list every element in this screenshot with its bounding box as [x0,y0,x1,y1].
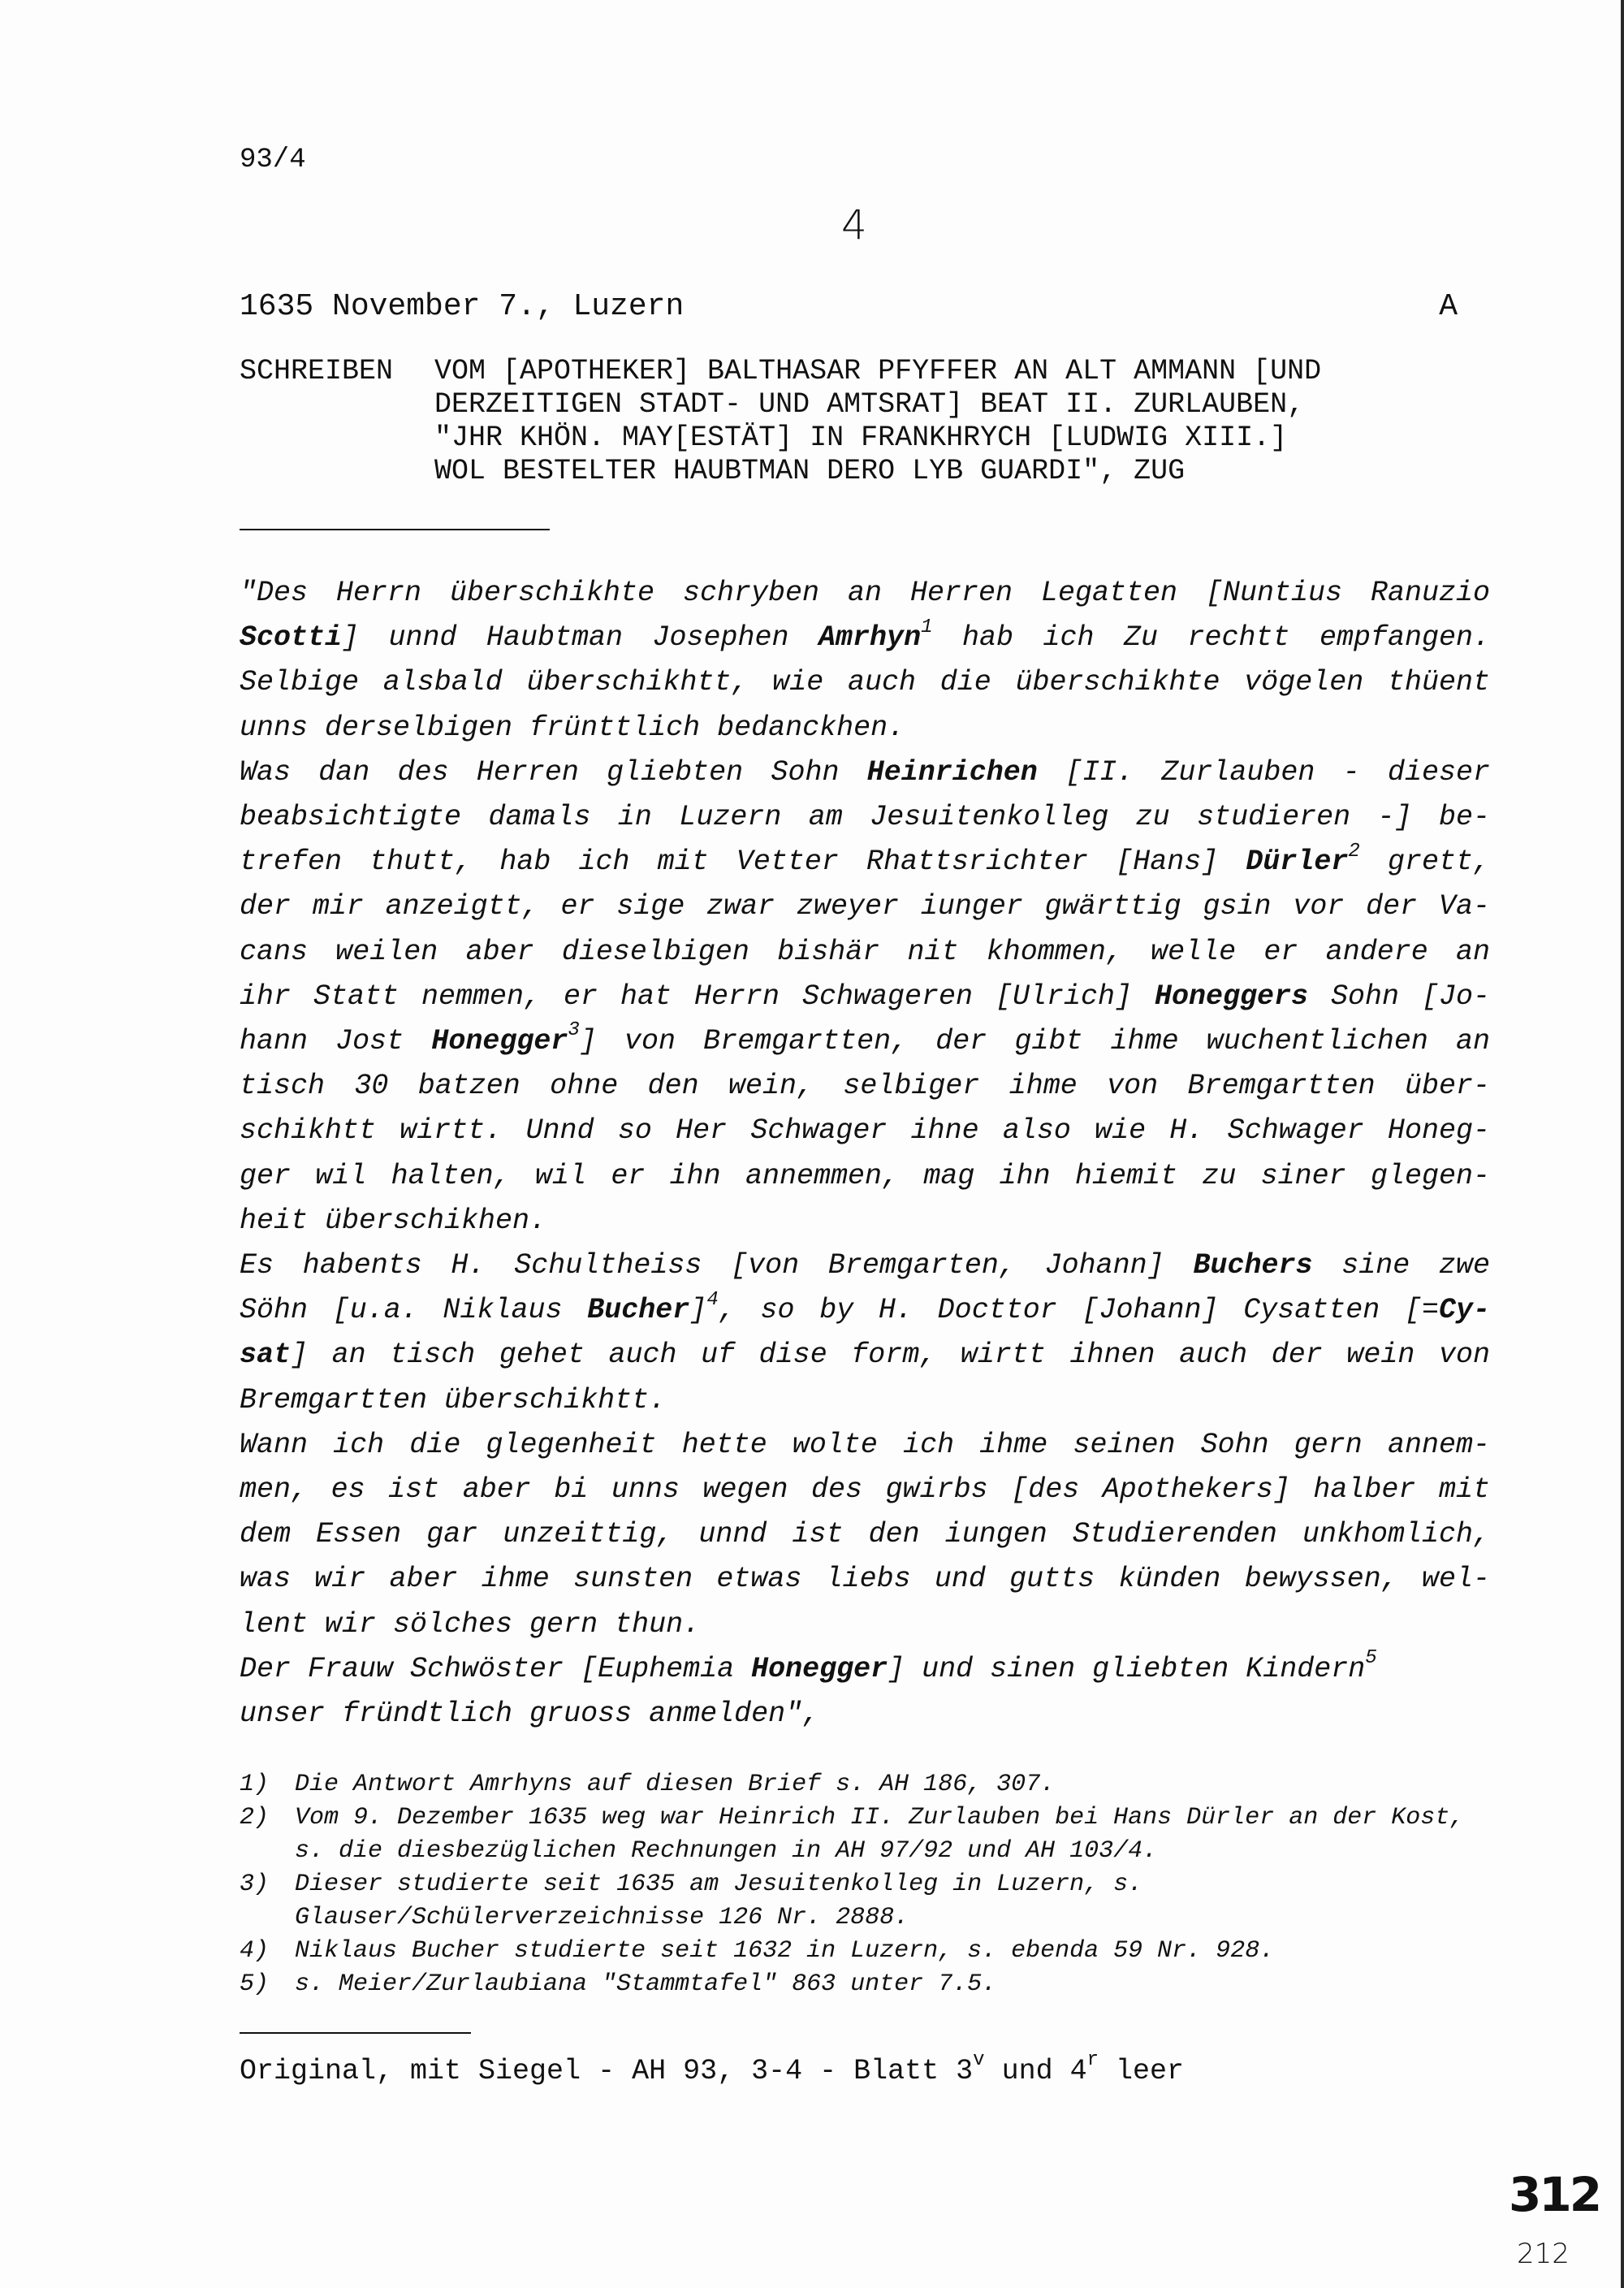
letter-line: "Des Herrn überschikhte schryben an Herren Legatten [Nuntius Ranuzio [240,577,1490,609]
divider [240,529,550,530]
date-place: 1635 November 7., Luzern [240,289,685,324]
letter-line: hann Jost Honegger$^3$] von Bremgartten, der gibt ihme wuchentlichen an [240,1019,1490,1058]
letter-line: dem Essen gar unzeittig, unnd ist den iungen Studierenden unkhomlich, [240,1518,1490,1551]
letter-line: cans weilen aber dieselbigen bishär nit khommen, welle er andere an [240,935,1490,968]
footnote: 2) Vom 9. Dezember 1635 weg war Heinrich II. Zurlauben bei Hans Dürler an der Kost, s. die diesbezüglichen Rechnungen in AH 97/92 und AH 103/4. [240,1804,1465,1865]
footnote: 1) Die Antwort Amrhyns auf diesen Brief s. AH 186, 307. [240,1771,1056,1798]
heading-line-1: VOM [APOTHEKER] BALTHASAR PFYFFER AN ALT AMMANN [UND [434,355,1322,387]
footnote: 4) Niklaus Bucher studierte seit 1632 in Luzern, s. ebenda 59 Nr. 928. [240,1937,1275,1965]
letter-line: tisch 30 batzen ohne den wein, selbiger ihme von Bremgartten über- [240,1070,1490,1103]
handwritten-folio-number-pencil: 212 [1517,2238,1570,2270]
letter-line: Scotti] unnd Haubtman Josephen Amrhyn$^1$ hab ich Zu rechtt empfangen. [240,616,1490,655]
letter-line: schikhtt wirtt. Unnd so Her Schwager ihne also wie H. Schwager Honeg- [240,1114,1490,1148]
date-flag: A [1439,289,1458,324]
letter-line: Was dan des Herren gliebten Sohn Heinrichen [II. Zurlauben - dieser [240,755,1490,789]
heading-line-4: WOL BESTELTER HAUBTMAN DERO LYB GUARDI", ZUG [434,455,1186,487]
letter-line: was wir aber ihme sunsten etwas liebs und gutts künden bewyssen, wel- [240,1563,1490,1596]
handwritten-folio-number: 312 [1509,2167,1600,2222]
heading-line-2: DERZEITIGEN STADT- UND AMTSRAT] BEAT II. ZURLAUBEN, [434,388,1305,421]
letter-line: heit überschikhen. [240,1204,547,1237]
letter-line: ihr Statt nemmen, er hat Herrn Schwageren [Ulrich] Honeggers Sohn [Jo- [240,980,1490,1013]
footnote: 3) Dieser studierte seit 1635 am Jesuitenkolleg in Luzern, s. Glauser/Schülerverzeichnisse 126 Nr. 2888. [240,1871,1143,1931]
letter-line: Wann ich die glegenheit hette wolte ich ihme seinen Sohn gern annem- [240,1428,1490,1461]
letter-line: unser fründtlich gruoss anmelden", [240,1698,820,1731]
date-line [240,289,1458,324]
letter-line: ger wil halten, wil er ihn annemmen, mag ihn hiemit zu siner glegen- [240,1159,1490,1192]
letter-line: Söhn [u.a. Niklaus Bucher]$^4$, so by H. Docttor [Johann] Cysatten [=Cy- [240,1288,1490,1327]
letter-line: Bremgartten überschikhtt. [240,1383,667,1416]
footnote: 5) s. Meier/Zurlaubiana "Stammtafel" 863 unter 7.5. [240,1970,997,1998]
letter-line: der mir anzeigtt, er sige zwar zweyer iunger gwärttig gsin vor der Va- [240,890,1490,923]
page-number: 4 [841,201,867,249]
source-note: Original, mit Siegel - AH 93, 3-4 - Blatt 3$^v$ und 4$^r$ leer [240,2049,1185,2087]
archive-reference: 93/4 [240,145,306,175]
document-heading [240,355,1482,488]
divider [240,2032,471,2034]
letter-line: Es habents H. Schultheiss [von Bremgarten, Johann] Buchers sine zwe [240,1249,1490,1282]
letter-line: Der Frauw Schwöster [Euphemia Honegger] und sinen gliebten Kindern$^5$ [240,1647,1377,1685]
footnotes [240,1768,1490,2001]
letter-line: trefen thutt, hab ich mit Vetter Rhattsrichter [Hans] Dürler$^2$ grett, [240,840,1491,879]
letter-line: men, es ist aber bi unns wegen des gwirbs [des Apothekers] halber mit [240,1473,1490,1507]
letter-line: sat] an tisch gehet auch uf dise form, wirtt ihnen auch der wein von [240,1339,1490,1372]
letter-line: Selbige alsbald überschikhtt, wie auch die überschikhte vögelen thüent [240,666,1490,699]
letter-line: unns derselbigen frünttlich bedanckhen. [240,711,905,744]
letter-body [240,571,1490,1737]
heading-line-3: "JHR KHÖN. MAY[ESTÄT] IN FRANKHRYCH [LUDWIG XIII.] [434,422,1288,454]
letter-line: lent wir sölches gern thun. [240,1607,701,1641]
heading-lead: SCHREIBEN [240,355,394,387]
letter-line: beabsichtigte damals in Luzern am Jesuitenkolleg zu studieren -] be- [240,801,1490,834]
